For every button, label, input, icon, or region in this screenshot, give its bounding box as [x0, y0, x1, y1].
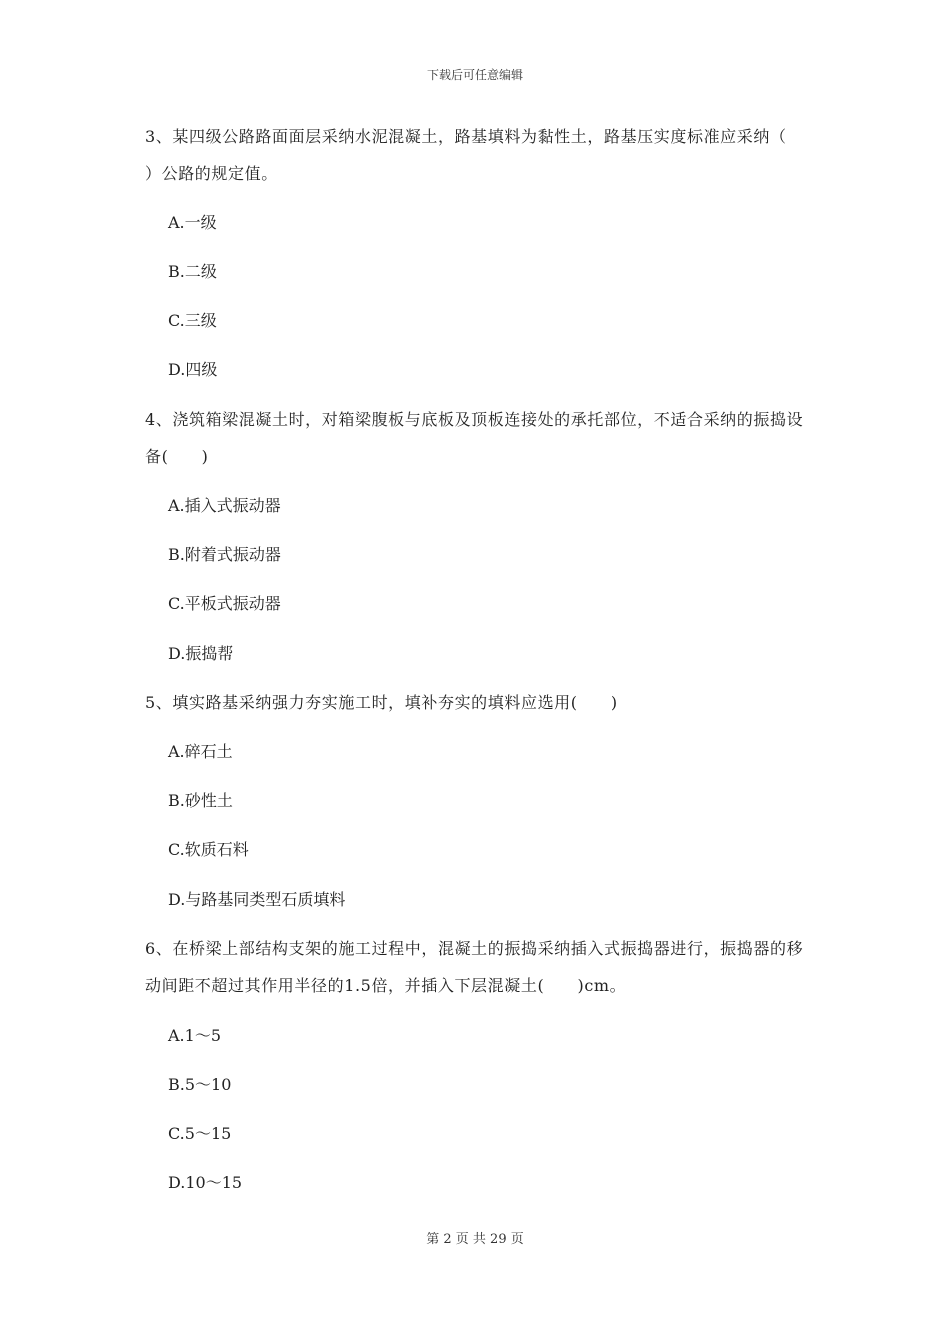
- question-4-option-d: D.振捣帮: [168, 644, 234, 663]
- question-3-option-a: A.一级: [168, 213, 217, 232]
- question-4-option-b: B.附着式振动器: [168, 545, 281, 564]
- question-3-option-c: C.三级: [168, 311, 217, 330]
- question-5-option-c: C.软质石料: [168, 840, 249, 859]
- question-6-line-2: 动间距不超过其作用半径的1.5倍，并插入下层混凝土( )cm。: [145, 976, 627, 995]
- question-5-option-a: A.碎石土: [168, 742, 233, 761]
- question-3-line-1: 3、某四级公路路面面层采纳水泥混凝土，路基填料为黏性土，路基压实度标准应采纳（: [145, 127, 787, 146]
- page-header: 下载后可任意编辑: [426, 68, 523, 82]
- page-footer: 第 2 页 共 29 页: [426, 1232, 524, 1247]
- question-3-option-b: B.二级: [168, 262, 217, 281]
- question-6-option-b: B.5～10: [168, 1075, 232, 1094]
- question-3-option-d: D.四级: [168, 360, 218, 379]
- question-6-option-c: C.5～15: [168, 1124, 232, 1143]
- question-5-line-1: 5、填实路基采纳强力夯实施工时，填补夯实的填料应选用( ): [145, 693, 618, 712]
- question-4-option-c: C.平板式振动器: [168, 594, 281, 613]
- question-6-option-a: A.1～5: [168, 1026, 222, 1045]
- question-5-option-d: D.与路基同类型石质填料: [168, 890, 346, 909]
- question-6-option-d: D.10～15: [168, 1173, 243, 1192]
- question-6-line-1: 6、在桥梁上部结构支架的施工过程中，混凝土的振捣采纳插入式振捣器进行，振捣器的移: [145, 939, 804, 958]
- question-4-option-a: A.插入式振动器: [168, 496, 281, 515]
- question-3-line-2: ）公路的规定值。: [145, 164, 278, 183]
- question-5-option-b: B.砂性土: [168, 791, 233, 810]
- question-4-line-2: 备( ): [145, 447, 209, 466]
- question-4-line-1: 4、浇筑箱梁混凝土时，对箱梁腹板与底板及顶板连接处的承托部位，不适合采纳的振捣设: [145, 410, 804, 429]
